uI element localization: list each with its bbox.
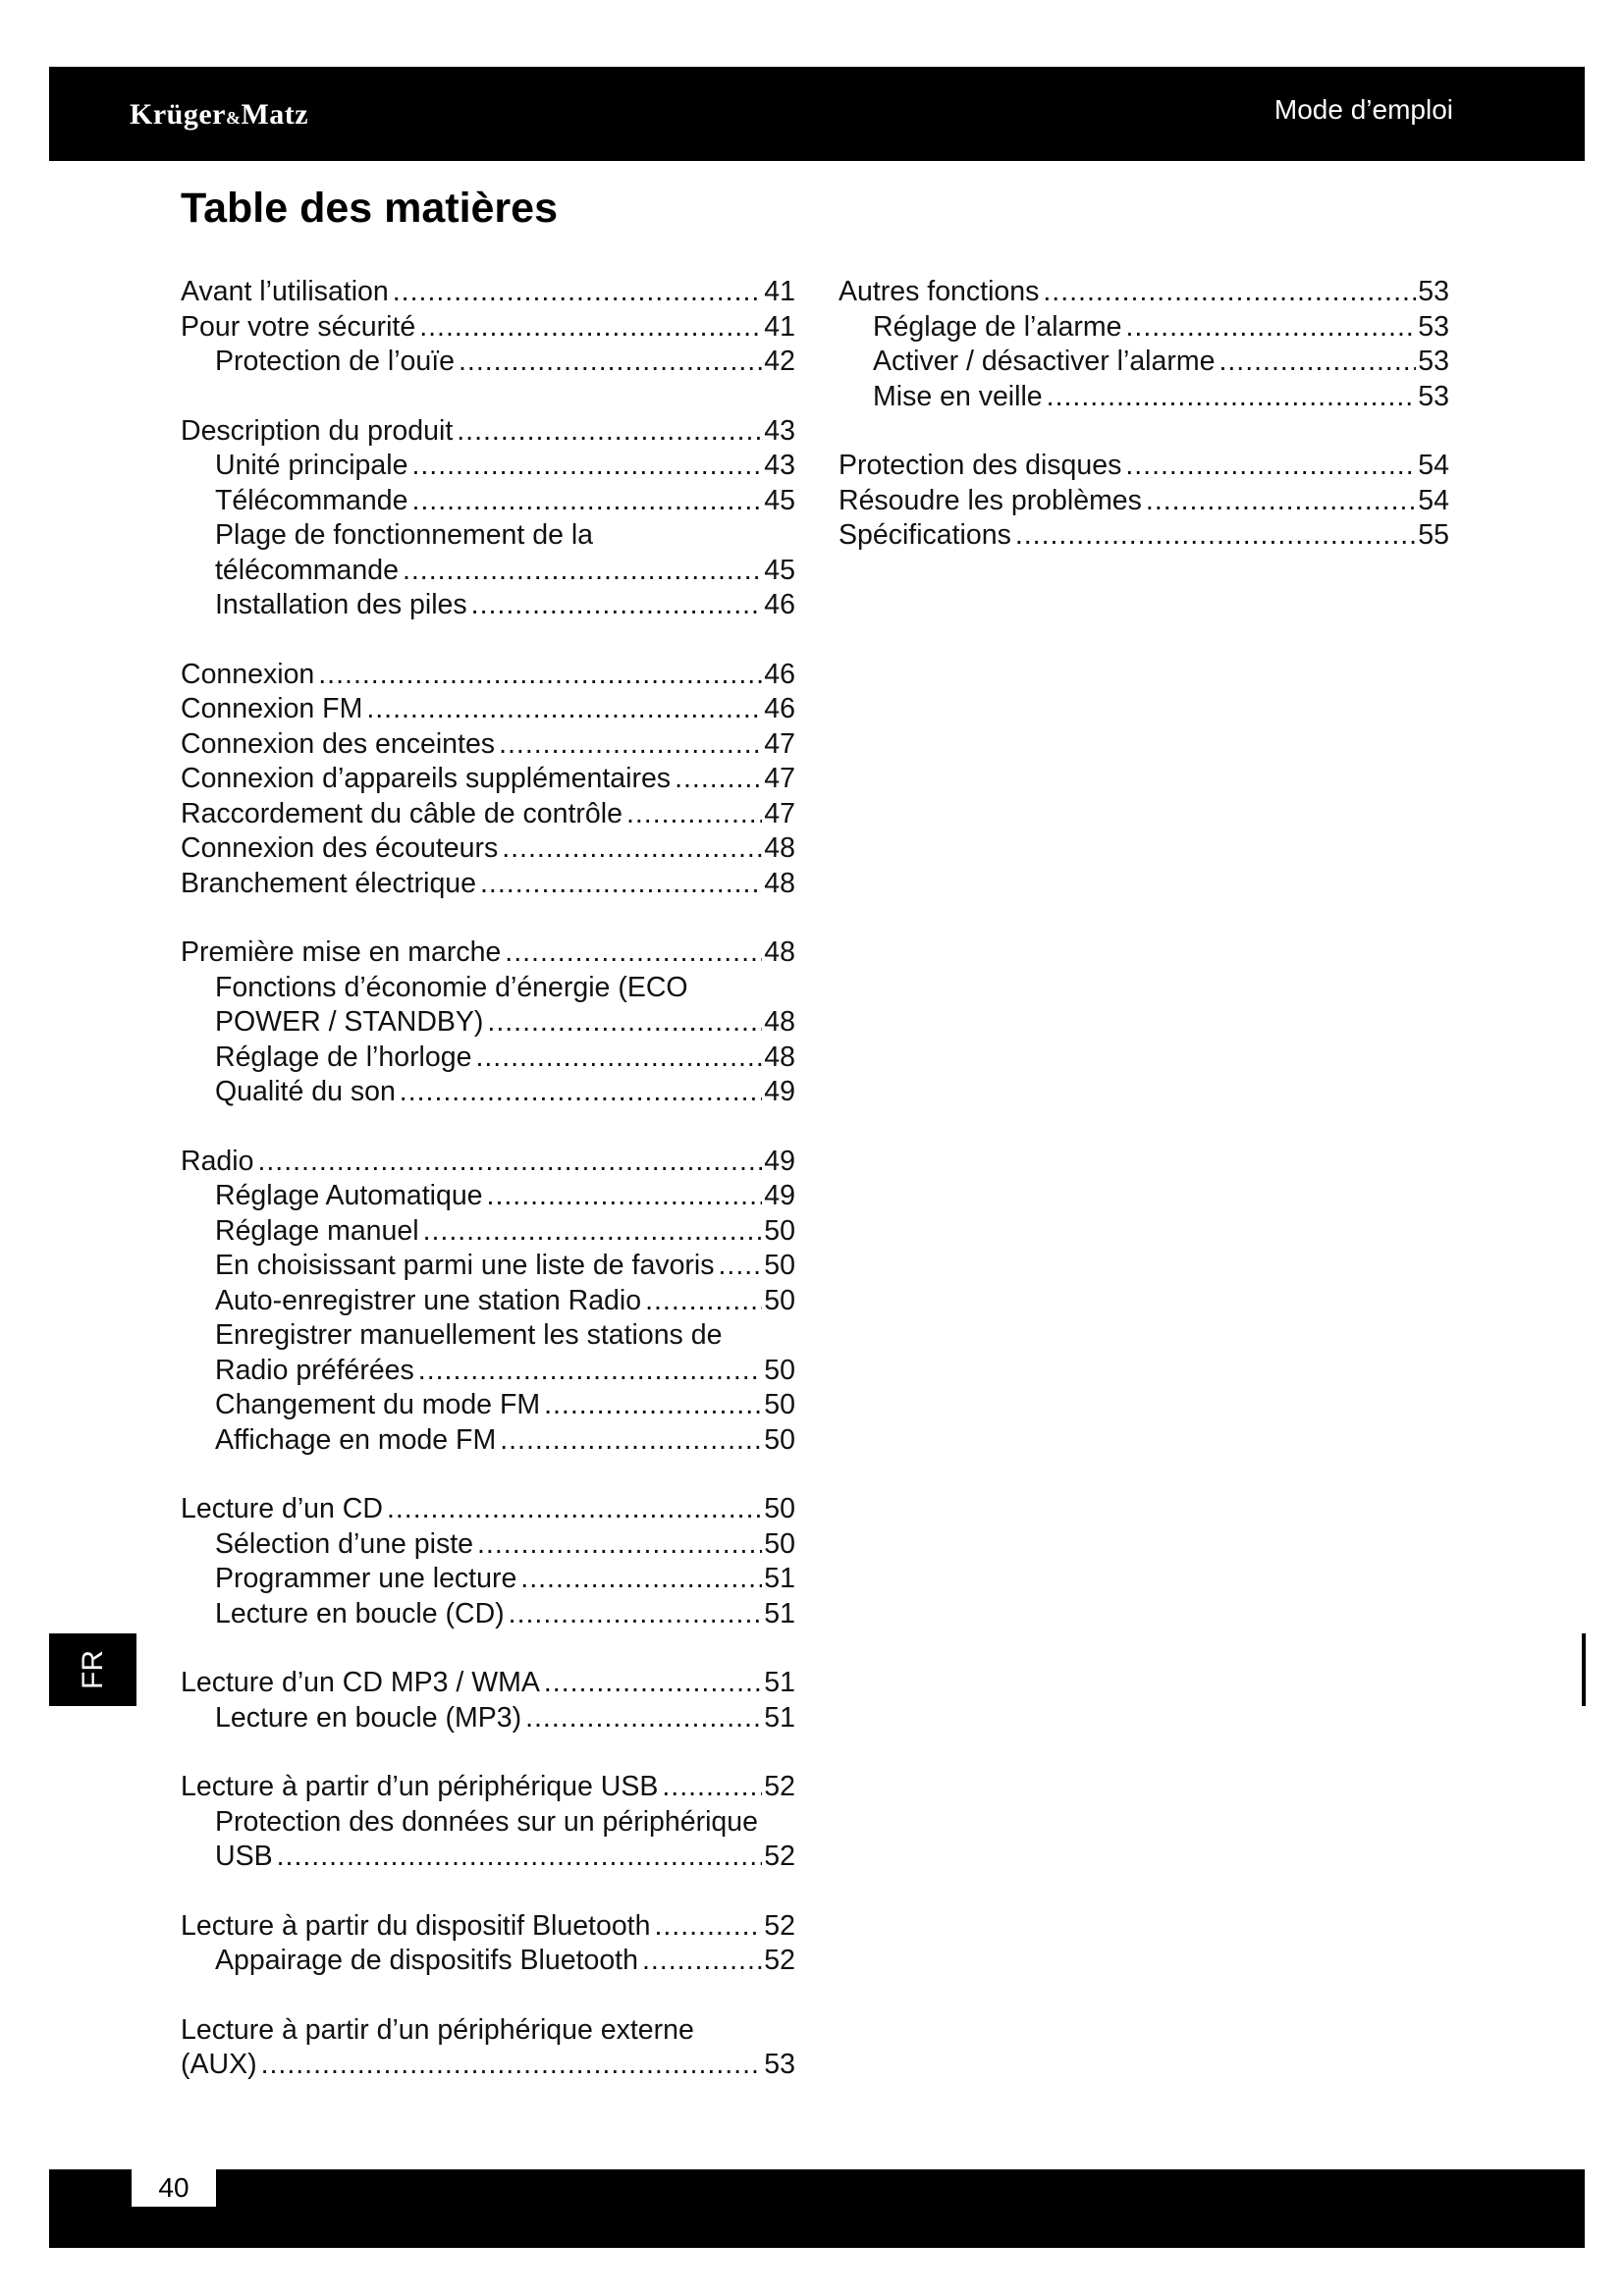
toc-page-number: 43 — [764, 450, 795, 481]
toc-entry[interactable] — [181, 1770, 795, 1805]
toc-entry[interactable] — [181, 1388, 795, 1423]
toc-page-number: 46 — [764, 693, 795, 724]
toc-entry[interactable] — [181, 762, 795, 797]
toc-label: Télécommande — [215, 484, 408, 516]
toc-page-number: 47 — [764, 727, 795, 760]
toc-page-number: 52 — [764, 1909, 795, 1942]
toc-label: Spécifications — [839, 519, 1011, 551]
toc-leader-dots — [645, 1284, 762, 1319]
toc-entry[interactable] — [181, 1562, 795, 1597]
toc-label: Protection de l’ouïe — [215, 346, 455, 377]
toc-entry[interactable] — [181, 449, 795, 484]
toc-page-number: 54 — [1418, 484, 1449, 516]
toc-page-number: 50 — [764, 1423, 795, 1456]
toc-page-number: 52 — [764, 1841, 795, 1872]
toc-leader-dots — [418, 1354, 763, 1389]
toc-page-number: 53 — [1418, 310, 1449, 343]
toc-group-lecture-cd — [181, 1492, 795, 1631]
toc-entry[interactable] — [181, 658, 795, 693]
toc-page-number: 48 — [764, 867, 795, 899]
toc-entry-continued[interactable]: Enregistrer manuellement les stations de — [215, 1319, 723, 1351]
toc-group-lecture-aux — [181, 2013, 795, 2083]
toc-label: Connexion des enceintes — [181, 727, 496, 760]
toc-label: Lecture à partir d’un périphérique USB — [181, 1771, 659, 1802]
toc-entry[interactable] — [181, 867, 795, 902]
toc-label: Résoudre les problèmes — [839, 484, 1142, 516]
toc-page-number: 49 — [764, 1076, 795, 1107]
toc-entry[interactable] — [181, 727, 795, 763]
toc-label: Pour votre sécurité — [181, 310, 416, 343]
toc-page-number: 41 — [764, 276, 795, 307]
toc-leader-dots — [411, 449, 762, 484]
toc-label: Lecture d’un CD — [181, 1493, 383, 1524]
toc-leader-dots — [1043, 275, 1416, 310]
toc-entry[interactable] — [181, 554, 795, 589]
toc-leader-dots — [1146, 484, 1416, 519]
margin-marker — [1582, 1633, 1586, 1706]
toc-leader-dots — [318, 658, 762, 693]
toc-label: Réglage de l’alarme — [873, 310, 1122, 343]
toc-label: Lecture d’un CD MP3 / WMA — [181, 1667, 540, 1698]
toc-page-number: 48 — [764, 832, 795, 864]
brand-ampersand: & — [225, 108, 242, 128]
toc-label: Avant l’utilisation — [181, 276, 389, 307]
toc-leader-dots — [502, 831, 762, 867]
toc-leader-dots — [393, 275, 763, 310]
toc-leader-dots — [662, 1770, 762, 1805]
toc-entry[interactable] — [181, 484, 795, 519]
toc-label: Réglage Automatique — [215, 1180, 483, 1211]
brand-name-main: Krüger — [130, 98, 226, 131]
toc-page-number: 45 — [764, 484, 795, 516]
toc-entry[interactable] — [181, 1075, 795, 1110]
toc-leader-dots — [411, 484, 762, 519]
toc-group-lecture-bluetooth — [181, 1909, 795, 1979]
toc-page-number: 49 — [764, 1145, 795, 1177]
brand-name-end: Matz — [241, 98, 309, 131]
toc-page-number: 46 — [764, 658, 795, 690]
toc-label: Lecture en boucle (CD) — [215, 1597, 505, 1629]
toc-leader-dots — [500, 1423, 762, 1459]
toc-entry[interactable] — [839, 518, 1449, 554]
toc-entry[interactable] — [839, 484, 1449, 519]
document-type: Mode d’emploi — [1273, 94, 1453, 125]
toc-entry[interactable] — [181, 1944, 795, 1979]
footer-bar — [49, 2169, 1585, 2248]
toc-label: télécommande — [215, 554, 399, 586]
toc-leader-dots — [520, 1562, 762, 1597]
toc-leader-dots — [499, 727, 762, 763]
toc-label: Raccordement du câble de contrôle — [181, 797, 623, 829]
toc-leader-dots — [459, 345, 762, 380]
toc-leader-dots — [626, 797, 762, 832]
toc-page-number: 47 — [764, 763, 795, 794]
toc-leader-dots — [487, 1005, 762, 1041]
toc-label: Changement du mode FM — [215, 1389, 541, 1420]
language-tab — [49, 1633, 136, 1706]
toc-label: Sélection d’une piste — [215, 1527, 474, 1560]
toc-entry-continued[interactable]: Protection des données sur un périphérique — [215, 1805, 758, 1838]
toc-leader-dots — [525, 1701, 762, 1736]
toc-label: Installation des piles — [215, 589, 467, 620]
toc-entry[interactable] — [181, 1527, 795, 1563]
toc-label: Réglage manuel — [215, 1214, 419, 1247]
toc-leader-dots — [675, 762, 762, 797]
toc-page-number: 50 — [764, 1250, 795, 1281]
toc-entry[interactable] — [839, 380, 1449, 415]
toc-group-lecture-cd-mp3 — [181, 1666, 795, 1735]
toc-page-number: 41 — [764, 310, 795, 343]
toc-group-divers — [839, 449, 1449, 554]
toc-leader-dots — [654, 1909, 762, 1945]
toc-entry[interactable] — [839, 275, 1449, 310]
toc-leader-dots — [423, 1214, 763, 1250]
toc-leader-dots — [509, 1597, 763, 1632]
toc-page-number: 48 — [764, 1041, 795, 1073]
toc-label: Branchement électrique — [181, 867, 477, 899]
toc-page-number: 48 — [764, 936, 795, 968]
toc-label: Description du produit — [181, 414, 454, 447]
toc-entry[interactable] — [181, 414, 795, 450]
toc-leader-dots — [1047, 380, 1417, 415]
toc-leader-dots — [487, 1179, 763, 1214]
toc-page-number: 52 — [764, 1945, 795, 1976]
toc-entry[interactable] — [839, 310, 1449, 346]
toc-group-autres-fonctions — [839, 275, 1449, 414]
toc-entry[interactable] — [181, 1492, 795, 1527]
toc-right-column — [839, 275, 1449, 588]
toc-entry[interactable] — [181, 310, 795, 346]
toc-entry[interactable] — [181, 831, 795, 867]
toc-page-number: 53 — [1418, 380, 1449, 412]
toc-leader-dots — [719, 1249, 763, 1284]
toc-label: Connexion d’appareils supplémentaires — [181, 763, 672, 794]
toc-label: Connexion — [181, 658, 315, 690]
toc-leader-dots — [1015, 518, 1416, 554]
toc-label: Radio préférées — [215, 1354, 414, 1386]
toc-entry[interactable] — [181, 1249, 795, 1284]
toc-entry[interactable] — [181, 1179, 795, 1214]
toc-entry[interactable] — [181, 1145, 795, 1180]
toc-entry[interactable] — [181, 692, 795, 727]
toc-entry-continued[interactable]: Fonctions d’économie d’énergie (ECO — [215, 971, 688, 1003]
toc-label: Radio — [181, 1145, 254, 1177]
toc-leader-dots — [544, 1666, 762, 1701]
toc-group-lecture-usb — [181, 1770, 795, 1875]
toc-entry[interactable] — [181, 588, 795, 623]
toc-leader-dots — [366, 692, 762, 727]
toc-leader-dots — [257, 1145, 762, 1180]
toc-label: Réglage de l’horloge — [215, 1041, 472, 1073]
toc-label: Unité principale — [215, 450, 408, 481]
toc-label: Connexion des écouteurs — [181, 832, 499, 864]
toc-page-number: 47 — [764, 797, 795, 829]
toc-entry[interactable] — [181, 1666, 795, 1701]
toc-leader-dots — [475, 1041, 762, 1076]
toc-leader-dots — [419, 310, 762, 346]
toc-entry[interactable] — [181, 1284, 795, 1319]
toc-entry-continued[interactable]: Lecture à partir d’un périphérique externe — [181, 2013, 694, 2046]
toc-label: Affichage en mode FM — [215, 1423, 497, 1456]
toc-page-number: 52 — [764, 1771, 795, 1802]
toc-leader-dots — [277, 1840, 763, 1875]
toc-leader-dots — [505, 935, 762, 971]
toc-leader-dots — [457, 414, 762, 450]
toc-page-number: 45 — [764, 554, 795, 586]
toc-label: En choisissant parmi une liste de favoris — [215, 1250, 715, 1281]
toc-group-connexion — [181, 658, 795, 902]
toc-group-description-produit — [181, 414, 795, 623]
toc-page-number: 51 — [764, 1701, 795, 1734]
toc-page-number: 50 — [764, 1284, 795, 1316]
page-number: 40 — [132, 2169, 216, 2207]
toc-label: Auto-enregistrer une station Radio — [215, 1284, 642, 1316]
toc-entry[interactable] — [181, 1423, 795, 1459]
toc-entry[interactable] — [181, 797, 795, 832]
toc-label: Appairage de dispositifs Bluetooth — [215, 1945, 638, 1976]
toc-page-number: 55 — [1418, 519, 1449, 551]
brand-logo — [130, 98, 308, 132]
toc-label: Autres fonctions — [839, 276, 1040, 307]
toc-page-number: 48 — [764, 1006, 795, 1038]
toc-entry[interactable] — [181, 1840, 795, 1875]
toc-leader-dots — [642, 1944, 762, 1979]
toc-page-number: 50 — [764, 1214, 795, 1247]
toc-page-number: 50 — [764, 1354, 795, 1386]
toc-page-number: 51 — [764, 1597, 795, 1629]
toc-left-column — [181, 275, 795, 2117]
toc-label: Connexion FM — [181, 693, 363, 724]
toc-page-number: 43 — [764, 414, 795, 447]
toc-leader-dots — [544, 1388, 762, 1423]
toc-label: (AUX) — [181, 2049, 257, 2080]
toc-page-number: 53 — [1418, 346, 1449, 377]
toc-entry[interactable] — [181, 1041, 795, 1076]
toc-label: USB — [215, 1841, 273, 1872]
toc-leader-dots — [471, 588, 763, 623]
toc-page-number: 53 — [764, 2049, 795, 2080]
toc-page-number: 46 — [764, 589, 795, 620]
toc-page-number: 51 — [764, 1563, 795, 1594]
toc-label: Mise en veille — [873, 380, 1043, 412]
toc-label: Lecture en boucle (MP3) — [215, 1701, 522, 1734]
toc-leader-dots — [477, 1527, 762, 1563]
toc-leader-dots — [261, 2048, 763, 2083]
toc-entry[interactable] — [181, 1354, 795, 1389]
toc-entry-continued[interactable]: Plage de fonctionnement de la — [215, 519, 594, 551]
toc-page-number: 50 — [764, 1527, 795, 1560]
toc-label: Première mise en marche — [181, 936, 502, 968]
language-tab-label: FR — [76, 1650, 109, 1689]
toc-leader-dots — [1218, 345, 1416, 380]
toc-page-number: 50 — [764, 1493, 795, 1524]
toc-entry[interactable] — [181, 1005, 795, 1041]
toc-label: Programmer une lecture — [215, 1563, 517, 1594]
toc-label: Qualité du son — [215, 1076, 396, 1107]
toc-page-number: 50 — [764, 1389, 795, 1420]
toc-label: Activer / désactiver l’alarme — [873, 346, 1216, 377]
toc-label: POWER / STANDBY) — [215, 1006, 484, 1038]
toc-group-premiere-mise-en-marche — [181, 935, 795, 1110]
toc-leader-dots — [480, 867, 762, 902]
toc-page-number: 42 — [764, 346, 795, 377]
toc-entry[interactable] — [181, 935, 795, 971]
toc-page-number: 53 — [1418, 276, 1449, 307]
toc-entry[interactable] — [181, 1597, 795, 1632]
toc-entry[interactable] — [181, 1214, 795, 1250]
toc-entry[interactable] — [181, 1909, 795, 1945]
header-bar — [49, 67, 1585, 161]
toc-group-avant-utilisation — [181, 275, 795, 380]
toc-page-number: 54 — [1418, 450, 1449, 481]
toc-entry[interactable] — [839, 449, 1449, 484]
toc-leader-dots — [1125, 310, 1416, 346]
page-title: Table des matières — [181, 185, 558, 232]
toc-leader-dots — [400, 1075, 763, 1110]
toc-entry[interactable] — [839, 345, 1449, 380]
toc-entry[interactable] — [181, 345, 795, 380]
toc-entry[interactable] — [181, 275, 795, 310]
toc-page-number: 49 — [764, 1180, 795, 1211]
toc-leader-dots — [387, 1492, 762, 1527]
toc-label: Protection des disques — [839, 450, 1122, 481]
toc-entry[interactable] — [181, 1701, 795, 1736]
toc-leader-dots — [403, 554, 762, 589]
toc-group-radio — [181, 1145, 795, 1459]
toc-page-number: 51 — [764, 1667, 795, 1698]
toc-label: Lecture à partir du dispositif Bluetooth — [181, 1909, 651, 1942]
toc-leader-dots — [1125, 449, 1416, 484]
toc-entry[interactable] — [181, 2048, 795, 2083]
